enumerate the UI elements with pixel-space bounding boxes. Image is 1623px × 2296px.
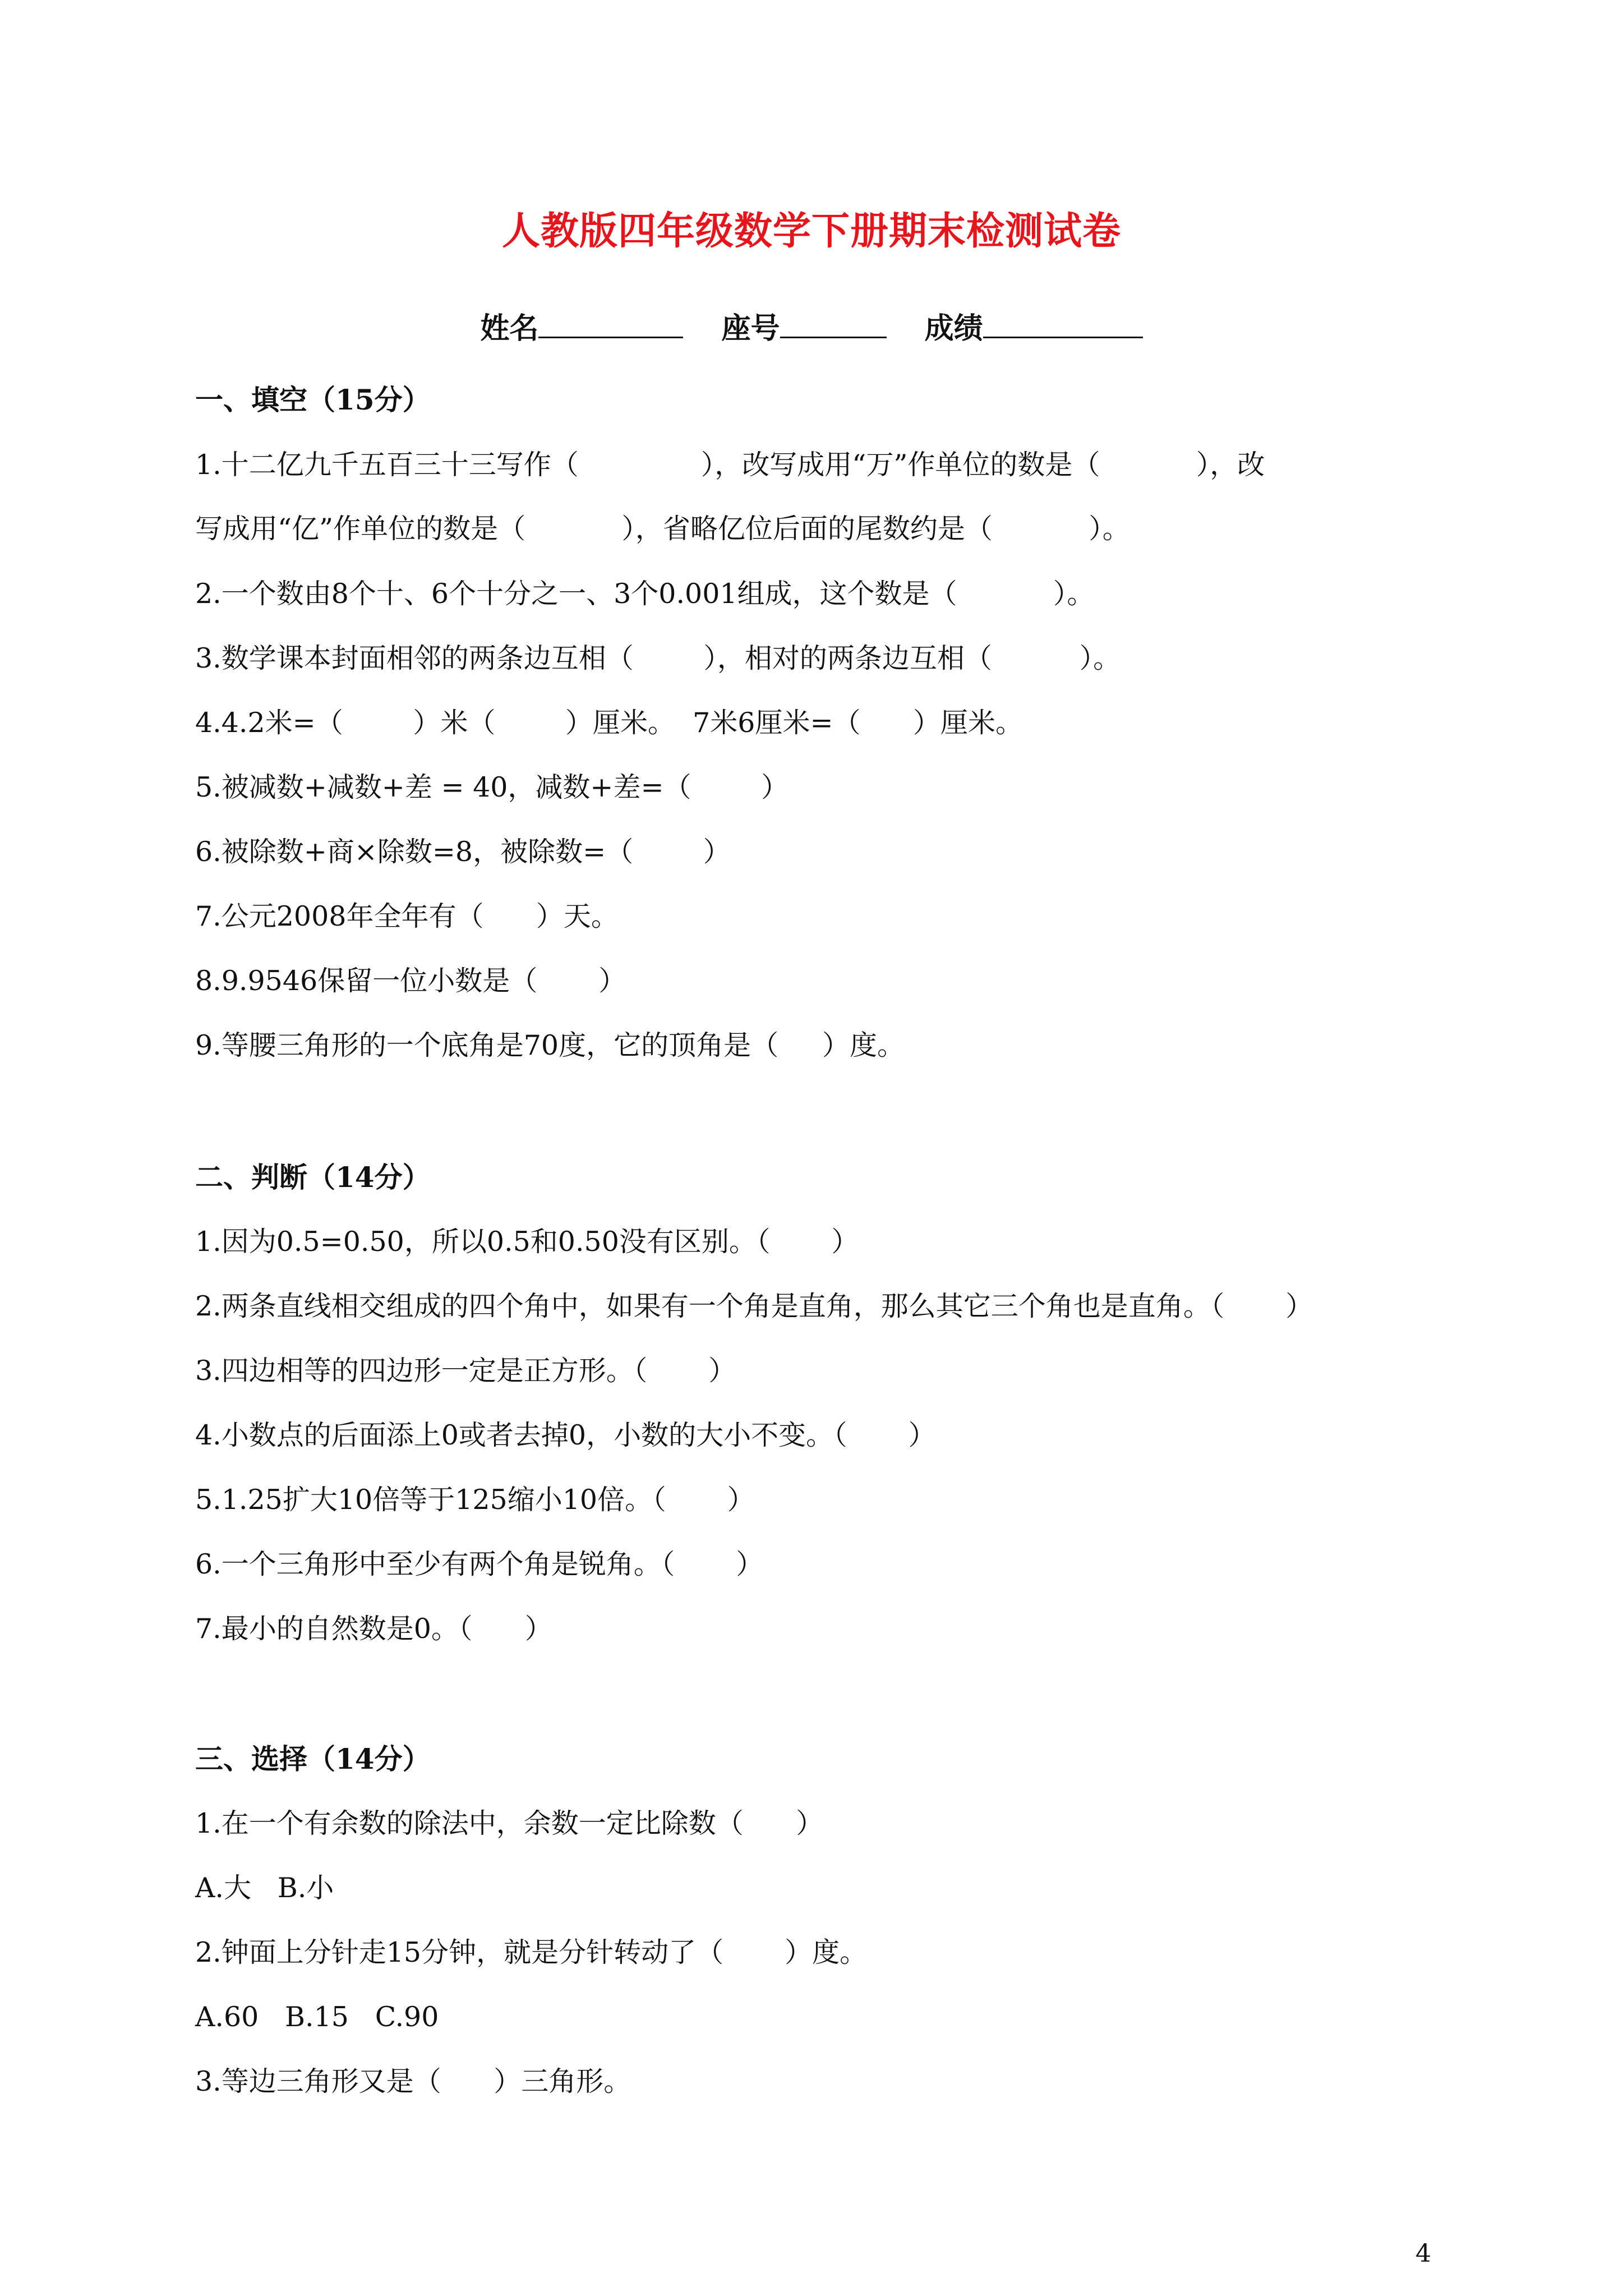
question-line: 6.一个三角形中至少有两个角是锐角。（ ） <box>195 1548 764 1580</box>
question-line: 2.一个数由8个十、6个十分之一、3个0.001组成，这个数是（ ）。 <box>195 578 1095 610</box>
question-line: 4.4.2米=（ ）米（ ）厘米。 7米6厘米=（ ）厘米。 <box>195 707 1023 739</box>
question-line: 8.9.9546保留一位小数是（ ） <box>195 965 626 997</box>
page-title: 人教版四年级数学下册期末检测试卷 <box>501 209 1121 254</box>
question-line: 9.等腰三角形的一个底角是70度，它的顶角是（ ）度。 <box>195 1029 905 1061</box>
name-label: 姓名 <box>480 311 539 346</box>
section-heading-multiple-choice: 三、选择（14分） <box>195 1742 431 1775</box>
section-heading-true-false: 二、判断（14分） <box>195 1161 431 1194</box>
question-line: 1.因为0.5=0.50，所以0.5和0.50没有区别。（ ） <box>195 1226 859 1258</box>
name-blank-line[interactable] <box>538 309 683 338</box>
option-line: A.60 B.15 C.90 <box>195 2001 439 2033</box>
question-line: 3.四边相等的四边形一定是正方形。（ ） <box>195 1355 736 1387</box>
seat-field[interactable] <box>721 309 914 346</box>
option-line: A.大 B.小 <box>195 1872 334 1904</box>
question-line: 1.在一个有余数的除法中，余数一定比除数（ ） <box>195 1807 824 1839</box>
seat-label: 座号 <box>721 311 780 346</box>
student-info-row <box>0 309 1623 346</box>
seat-blank-line[interactable] <box>780 309 887 338</box>
page-number: 4 <box>1415 2239 1431 2268</box>
question-line: 5.被减数+减数+差 = 40，减数+差=（ ） <box>195 771 789 803</box>
question-line: 7.公元2008年全年有（ ）天。 <box>195 900 619 932</box>
name-field[interactable] <box>480 309 711 346</box>
question-line: 2.两条直线相交组成的四个角中，如果有一个角是直角，那么其它三个角也是直角。（ ） <box>195 1290 1313 1322</box>
question-line: 2.钟面上分针走15分钟，就是分针转动了（ ）度。 <box>195 1936 868 1968</box>
section-heading-fill-blank: 一、填空（15分） <box>195 383 431 416</box>
question-line: 写成用“亿”作单位的数是（ ），省略亿位后面的尾数约是（ ）。 <box>195 513 1130 545</box>
question-line: 3.等边三角形又是（ ）三角形。 <box>195 2065 631 2097</box>
score-field[interactable] <box>924 309 1143 346</box>
question-line: 7.最小的自然数是0。（ ） <box>195 1613 552 1645</box>
question-line: 4.小数点的后面添上0或者去掉0，小数的大小不变。（ ） <box>195 1419 936 1451</box>
score-blank-line[interactable] <box>983 309 1143 338</box>
question-line: 1.十二亿九千五百三十三写作（ ），改写成用“万”作单位的数是（ ），改 <box>195 449 1265 481</box>
question-line: 6.被除数+商×除数=8，被除数=（ ） <box>195 836 731 868</box>
question-line: 3.数学课本封面相邻的两条边互相（ ），相对的两条边互相（ ）。 <box>195 642 1121 674</box>
question-line: 5.1.25扩大10倍等于125缩小10倍。（ ） <box>195 1484 755 1516</box>
score-label: 成绩 <box>924 311 983 346</box>
